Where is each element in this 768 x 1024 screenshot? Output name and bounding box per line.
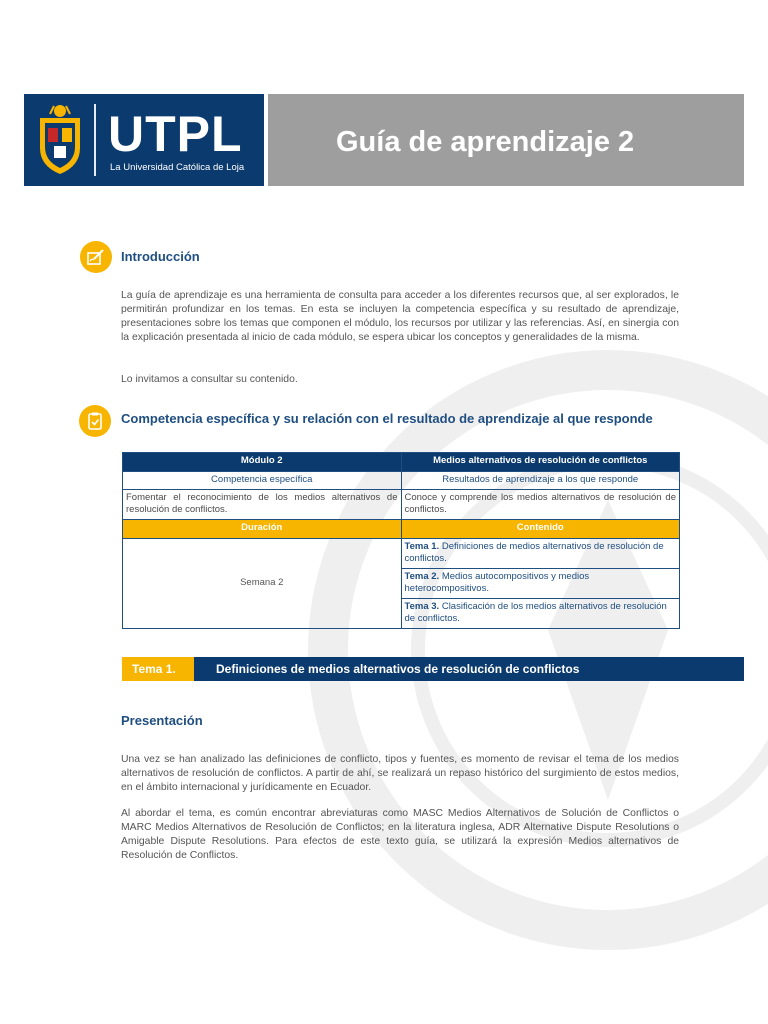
seal-watermark: [308, 300, 768, 1000]
table-header-medios: Medios alternativos de resolución de conflictos: [401, 453, 680, 472]
pencil-writing-icon: [80, 241, 112, 273]
competencia-table: [122, 452, 680, 629]
university-crest-icon: [34, 102, 86, 178]
header-logo-block: [24, 94, 264, 186]
competencia-especifica-text: Fomentar el reconocimiento de los medios alternativos de resolución de conflictos.: [123, 489, 402, 519]
presentacion-paragraph-1: Una vez se han analizado las definiciones de conflicto, tipos y fuentes, es momento de revisar el tema de los medios alternativos de resolución de conflictos. A partir de ahí, se realizará un repaso histórico del surgimiento de estos medios, en el ámbito internacional y jurídicamente en Ecuador.: [121, 754, 679, 793]
header-title-block: [268, 94, 744, 186]
intro-title: Introducción: [121, 249, 200, 264]
tema-label: Tema 1.: [404, 540, 440, 552]
duracion-header: Duración: [123, 519, 402, 538]
resultados-text: Conoce y comprende los medios alternativos de resolución de conflictos.: [401, 489, 680, 519]
clipboard-check-icon: [79, 405, 111, 437]
table-header-modulo: Módulo 2: [123, 453, 402, 472]
page-title: Guía de aprendizaje 2: [336, 126, 635, 158]
tema-text: Clasificación de los medios alternativos de resolución de conflictos.: [404, 600, 667, 624]
tema-title: Definiciones de medios alternativos de resolución de conflictos: [216, 662, 580, 676]
contenido-header: Contenido: [401, 519, 680, 538]
tema-title-block: [194, 657, 744, 681]
competencia-especifica-label: Competencia específica: [123, 472, 402, 490]
duracion-value: Semana 2: [123, 538, 402, 628]
contenido-tema-2: [401, 568, 680, 598]
presentacion-paragraph-2: Al abordar el tema, es común encontrar abreviaturas como MASC Medios Alternativos de Solución de Conflictos o MARC Medios Alternativos de Resolución de Conflictos; en la literatura inglesa, ADR Alternative Dispute Resolutions o Amigable Dispute Resolutions. Para efectos de este texto guía, se utilizará la expresión Medios alternativos de Resolución de Conflictos.: [121, 808, 679, 861]
tema-label: Tema 2.: [404, 570, 440, 582]
tema-number-block: [122, 657, 194, 681]
tema-text: Medios autocompositivos y medios heterocompositivos.: [404, 570, 590, 594]
tema-number: Tema 1.: [132, 662, 176, 676]
logo-subtitle: La Universidad Católica de Loja: [110, 162, 245, 173]
intro-invitation: Lo invitamos a consultar su contenido.: [121, 374, 298, 385]
tema-text: Definiciones de medios alternativos de resolución de conflictos.: [404, 540, 664, 564]
intro-paragraph: La guía de aprendizaje es una herramienta de consulta para acceder a los diferentes recursos que, al ser explorados, le permitirán profundizar en los temas. En esta se incluyen la competencia específica y su resultado de aprendizaje, presentaciones sobre los temas que componen el módulo, los recursos por utilizar y las referencias. Así, en sinergia con la explicación presentada al inicio de cada módulo, se espera ubicar los conceptos y generalidades de la misma.: [121, 290, 679, 343]
presentacion-title: Presentación: [121, 713, 203, 728]
resultados-label: Resultados de aprendizaje a los que responde: [401, 472, 680, 490]
header-divider: [94, 104, 96, 176]
utpl-logo-text: UTPL: [108, 106, 243, 162]
tema-label: Tema 3.: [404, 600, 440, 612]
contenido-tema-1: [401, 538, 680, 568]
contenido-tema-3: [401, 598, 680, 628]
competencia-title: Competencia específica y su relación con el resultado de aprendizaje al que responde: [121, 411, 653, 426]
